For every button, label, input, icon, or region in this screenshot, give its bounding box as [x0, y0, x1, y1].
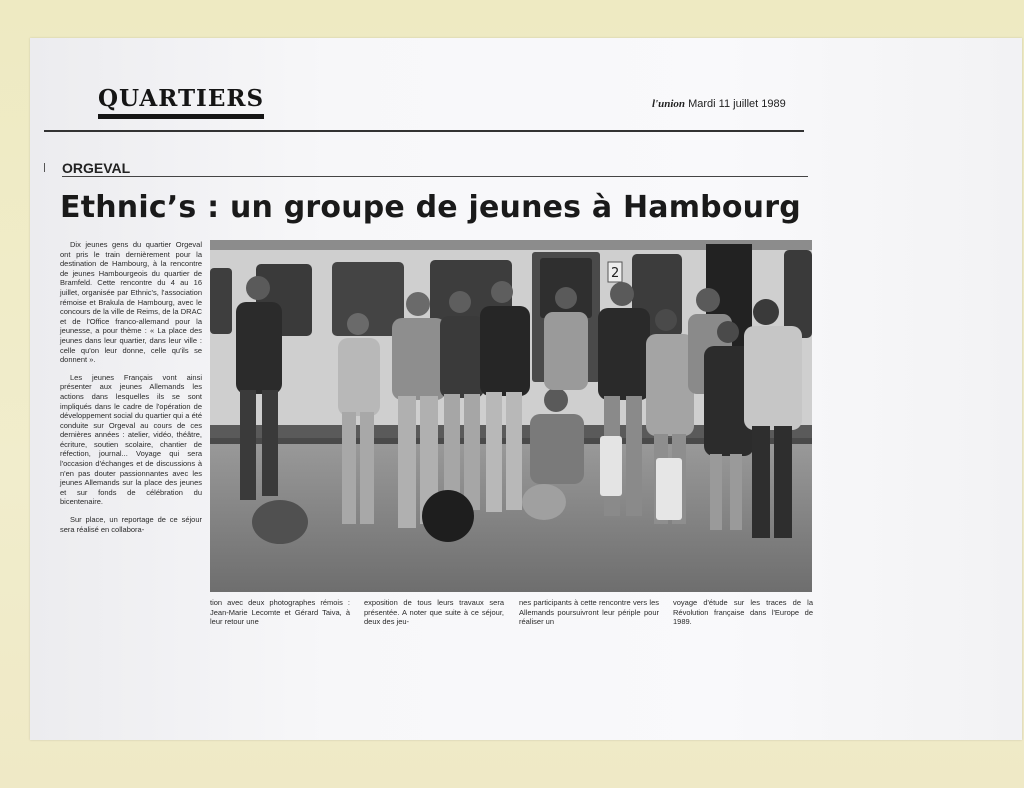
publication-date: Mardi 11 juillet 1989 — [688, 98, 786, 110]
article-paragraph: Sur place, un reportage de ce séjour sera réalisé en collabora- — [60, 515, 202, 534]
newspaper-name: l'union — [652, 98, 686, 110]
header-rule — [44, 130, 804, 132]
section-title: QUARTIERS — [98, 86, 264, 119]
article-headline: Ethnic’s : un groupe de jeunes à Hambourg — [60, 190, 801, 225]
locality-label: ORGEVAL — [62, 160, 131, 176]
article-bottom-column — [673, 598, 813, 627]
article-paragraph: exposition de tous leurs travaux sera présentée. A noter que suite à ce séjour, deux des jeu- — [364, 598, 504, 627]
article-body-column — [60, 240, 202, 542]
article-paragraph: nes participants à cette rencontre vers les Allemands poursuivront leur périple pour réaliser un — [519, 598, 659, 627]
locality-rule — [62, 176, 808, 177]
article-bottom-column — [210, 598, 350, 627]
margin-mark — [44, 163, 45, 172]
group-photo-at-train — [210, 240, 812, 592]
article-paragraph: voyage d'étude sur les traces de la Révolution française dans l'Europe de 1989. — [673, 598, 813, 627]
carriage-number: 2 — [611, 266, 620, 281]
article-bottom-column — [519, 598, 659, 627]
article-paragraph: Les jeunes Français vont ainsi présenter aux jeunes Allemands les actions dans lesquelles ils se sont impliqués dans le cadre de l'opération de développement social du quartier qui a été conduite sur Orgeval au cours de ces dernières années : atelier, vidéo, théâtre, écriture, soutien scolaire, chantier de réfection, journal... Voyage qui sera l'occasion d'échanges et de discussions à n'en pas douter passionnantes avec les jeunes Allemands sur la place des jeunes et sur fonds de célébration du bicentenaire. — [60, 372, 202, 507]
dateline — [652, 98, 786, 110]
article-photo — [210, 240, 812, 592]
article-paragraph: tion avec deux photographes rémois : Jean-Marie Lecomte et Gérard Taiva, à leur retour une — [210, 598, 350, 627]
article-paragraph: Dix jeunes gens du quartier Orgeval ont pris le train dernièrement pour la destination de Hambourg, à la rencontre de jeunes Hambourgeois du quartier de Bramfeld. Cette rencontre du 4 au 16 juillet, organisée par Ethnic's, l'association rémoise et Brakula de Hambourg, avec le concours de la ville de Reims, de la DRAC et de l'Office franco-allemand pour la jeunesse, a pour thème : « La place des jeunes dans leur quartier, dans leur ville : celle qu'on leur donne, celle qu'ils se donnent ». — [60, 240, 202, 365]
article-bottom-column — [364, 598, 504, 627]
